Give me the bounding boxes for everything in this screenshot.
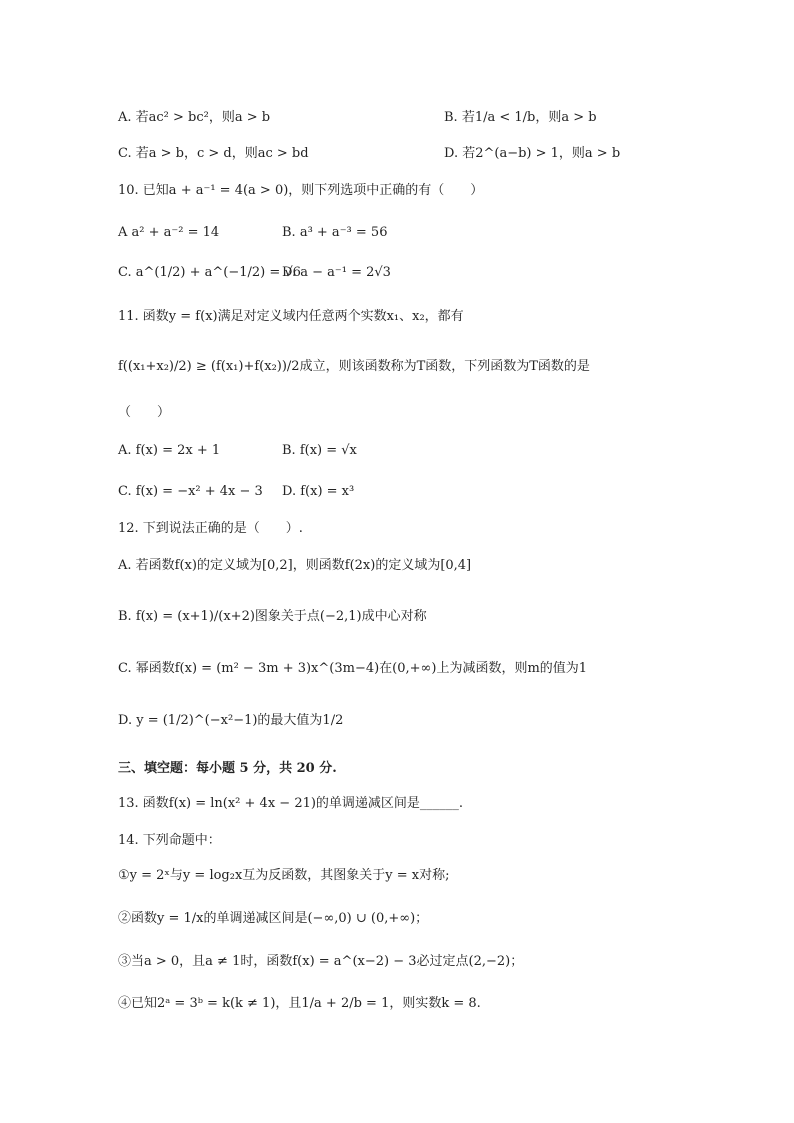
q12-option-b: B. f(x) = (x+1)/(x+2)图象关于点(−2,1)成中心对称 — [118, 609, 427, 624]
q9-option-d: D. 若2^(a−b) > 1，则a > b — [444, 146, 621, 161]
q11-option-b: B. f(x) = √x — [282, 443, 357, 458]
q9-option-a: A. 若ac² > bc²，则a > b — [118, 110, 271, 125]
q10-option-b: B. a³ + a⁻³ = 56 — [282, 225, 388, 240]
q14-item-2: ②函数y = 1/x的单调递减区间是(−∞,0) ∪ (0,+∞)； — [118, 911, 429, 926]
q13-text: 13. 函数f(x) = ln(x² + 4x − 21)的单调递减区间是______. — [118, 796, 464, 811]
q9-option-b: B. 若1/a < 1/b，则a > b — [444, 110, 597, 125]
q14-item-1: ①y = 2ˣ与y = log₂x互为反函数，其图象关于y = x对称; — [118, 868, 450, 883]
q12-option-d: D. y = (1/2)^(−x²−1)的最大值为1/2 — [118, 713, 344, 728]
q12-stem: 12. 下到说法正确的是（ ）. — [118, 521, 303, 536]
q14-stem: 14. 下列命题中： — [118, 833, 221, 848]
q11-option-d: D. f(x) = x³ — [282, 484, 355, 499]
q11-condition: f((x₁+x₂)/2) ≥ (f(x₁)+f(x₂))/2成立，则该函数称为T函数，下列函数为T函数的是 — [118, 359, 590, 374]
section-heading-fill-blank: 三、填空题：每小题 5 分，共 20 分. — [118, 761, 337, 776]
q11-stem: 11. 函数y = f(x)满足对定义域内任意两个实数x₁、x₂，都有 — [118, 309, 464, 324]
q10-option-c: C. a^(1/2) + a^(−1/2) = √6 — [118, 265, 301, 280]
q9-option-c: C. 若a > b，c > d，则ac > bd — [118, 146, 309, 161]
q11-answer-paren: （ ） — [118, 405, 171, 420]
q11-option-a: A. f(x) = 2x + 1 — [118, 443, 221, 458]
q10-stem: 10. 已知a + a⁻¹ = 4(a > 0)，则下列选项中正确的有（ ） — [118, 183, 484, 198]
q12-option-c: C. 幂函数f(x) = (m² − 3m + 3)x^(3m−4)在(0,+∞)上为减函数，则m的值为1 — [118, 661, 588, 676]
q11-option-c: C. f(x) = −x² + 4x − 3 — [118, 484, 263, 499]
q14-item-4: ④已知2ᵃ = 3ᵇ = k(k ≠ 1)，且1/a + 2/b = 1，则实数k = 8. — [118, 996, 481, 1011]
q10-option-d: D. a − a⁻¹ = 2√3 — [282, 265, 391, 280]
q10-option-a: A a² + a⁻² = 14 — [118, 225, 220, 240]
q14-item-3: ③当a > 0，且a ≠ 1时，函数f(x) = a^(x−2) − 3必过定点(2,−2)； — [118, 954, 524, 969]
q12-option-a: A. 若函数f(x)的定义域为[0,2]，则函数f(2x)的定义域为[0,4] — [118, 558, 472, 573]
